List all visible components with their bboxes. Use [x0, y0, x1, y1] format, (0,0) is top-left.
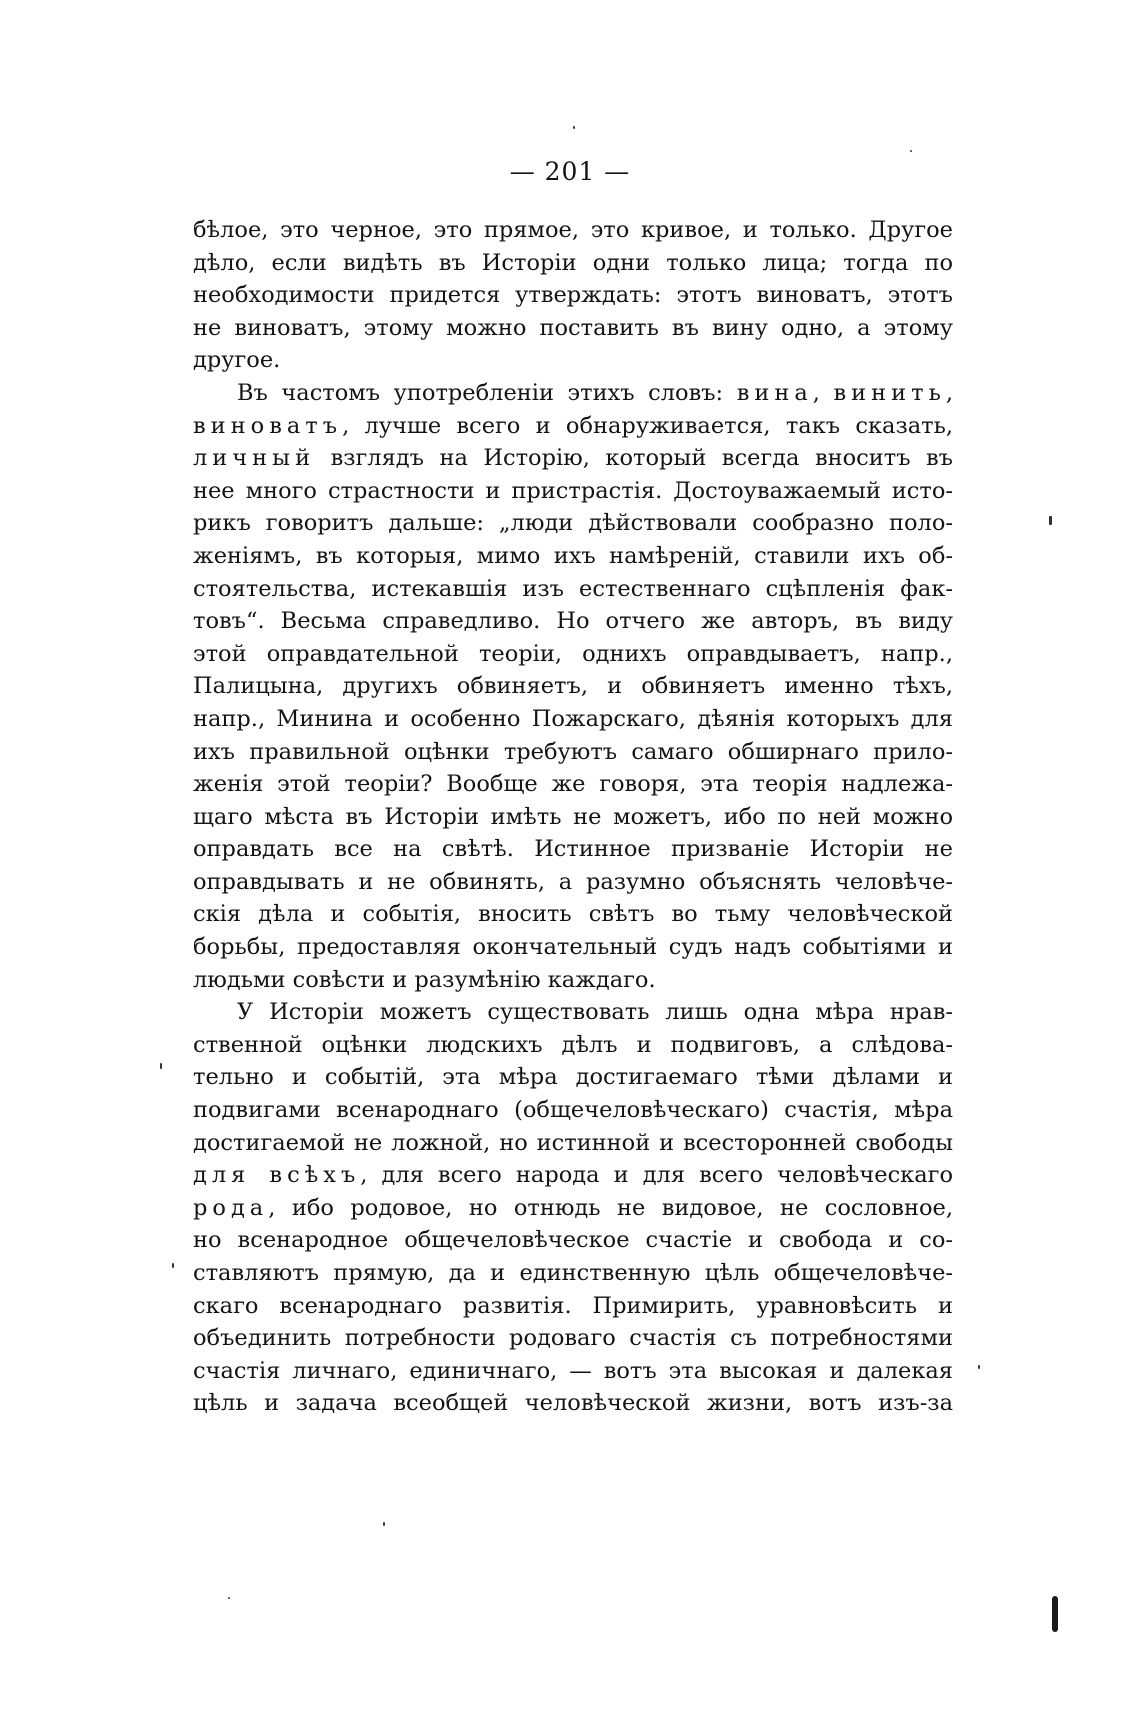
- text-line: оправдать все на свѣтѣ. Истинное призваніе Исторіи не: [193, 836, 953, 863]
- spaced-word: вина: [736, 379, 813, 406]
- scan-speck: [978, 1365, 980, 1369]
- text-line: [193, 442, 953, 475]
- scan-speck: [1049, 516, 1052, 525]
- text-line: [193, 410, 953, 443]
- text-line: напр., Минина и особенно Пожарскаго, дѣянія которыхъ для: [193, 705, 953, 732]
- scan-speck: [910, 150, 912, 152]
- text-run: Въ частомъ употребленіи этихъ словъ:: [237, 379, 737, 406]
- scan-speck: [160, 1063, 162, 1069]
- scan-speck: [228, 1597, 230, 1599]
- text-line: женіямъ, въ которыя, мимо ихъ намѣреній, ставили ихъ об-: [193, 542, 953, 569]
- body-text: [193, 214, 953, 1420]
- text-line: щаго мѣста въ Исторіи имѣть не можетъ, ибо по ней можно: [193, 803, 953, 830]
- text-run: , для всего народа и для всего человѣческаго: [360, 1162, 953, 1189]
- spaced-word: рода: [193, 1194, 269, 1221]
- text-line: нее много страстности и пристрастія. Достоуважаемый исто-: [193, 477, 953, 504]
- page-number: — 201 —: [509, 157, 631, 186]
- text-run: , ибо родовое, но отнюдь не видовое, не сословное,: [268, 1194, 953, 1221]
- text-line: женія этой теоріи? Вообще же говоря, эта теорія надлежа-: [193, 771, 953, 798]
- text-line: не виноватъ, этому можно поставить въ вину одно, а этому: [193, 314, 953, 341]
- spaced-word: для всѣхъ: [193, 1162, 361, 1189]
- text-line: [193, 1192, 953, 1225]
- text-run: ,: [812, 379, 834, 406]
- text-line: товъ“. Весьма справедливо. Но отчего же авторъ, въ виду: [193, 608, 953, 635]
- scan-speck: [573, 126, 575, 129]
- text-line: но всенародное общечеловѣческое счастіе и свобода и со-: [193, 1227, 953, 1254]
- text-line: цѣль и задача всеобщей человѣческой жизни, вотъ изъ-за: [193, 1390, 953, 1417]
- text-line: Въ частомъ употребленіи этихъ словъ: вина, винить,: [237, 379, 953, 406]
- text-line: рикъ говоритъ дальше: „люди дѣйствовали сообразно поло-: [193, 510, 953, 537]
- text-line: бѣлое, это черное, это прямое, это кривое, и только. Другое: [193, 217, 953, 243]
- text-line: ственной оцѣнки людскихъ дѣлъ и подвиговъ, а слѣдова-: [193, 1031, 953, 1058]
- text-line: объединить потребности родоваго счастія съ потребностями: [193, 1325, 953, 1352]
- text-line: оправдывать и не обвинять, а разумно объяснять человѣче-: [193, 868, 953, 895]
- text-line: борьбы, предоставляя окончательный судъ надъ событіями и: [193, 934, 953, 961]
- text-line: достигаемой не ложной, но истинной и всесторонней свободы: [193, 1129, 953, 1156]
- text-line: скаго всенароднаго развитія. Примирить, уравновѣсить и: [193, 1292, 953, 1319]
- text-line: дѣло, если видѣть въ Исторіи одни только лица; тогда по: [193, 249, 953, 276]
- text-line: ихъ правильной оцѣнки требуютъ самаго обширнаго прило-: [193, 738, 953, 765]
- spaced-word: винить: [833, 379, 946, 406]
- text-line: людьми совѣсти и разумѣнію каждаго.: [193, 966, 656, 993]
- text-line: У Исторіи можетъ существовать лишь одна мѣра нрав-: [237, 999, 953, 1026]
- text-run: взглядъ на Исторію, который всегда вноситъ въ: [315, 445, 953, 472]
- text-line: ставляютъ прямую, да и единственную цѣль общечеловѣче-: [193, 1260, 953, 1286]
- text-line: подвигами всенароднаго (общечеловѣческаго) счастія, мѣра: [193, 1097, 953, 1124]
- text-run: , лучше всего и обнаруживается, такъ сказать,: [342, 412, 953, 439]
- text-line: необходимости придется утверждать: этотъ виноватъ, этотъ: [193, 282, 953, 309]
- text-line: другое.: [193, 347, 281, 374]
- scan-speck: [172, 1263, 174, 1268]
- text-line: скія дѣла и событія, вносить свѣтъ во тьму человѣческой: [193, 901, 953, 928]
- spaced-word: личный: [193, 445, 316, 472]
- scan-speck: [383, 1522, 385, 1526]
- spaced-word: виноватъ: [193, 412, 343, 439]
- margin-mark: [1052, 1596, 1058, 1632]
- text-line: стоятельства, истекавшія изъ естественнаго сцѣпленія фак-: [193, 575, 953, 602]
- text-line: Палицына, другихъ обвиняетъ, и обвиняетъ именно тѣхъ,: [193, 673, 953, 700]
- text-line: тельно и событій, эта мѣра достигаемаго тѣми дѣлами и: [193, 1064, 953, 1091]
- text-line: счастія личнаго, единичнаго, — вотъ эта высокая и далекая: [193, 1357, 953, 1384]
- text-line: этой оправдательной теоріи, однихъ оправдываетъ, напр.,: [193, 640, 953, 667]
- text-line: [193, 1159, 953, 1192]
